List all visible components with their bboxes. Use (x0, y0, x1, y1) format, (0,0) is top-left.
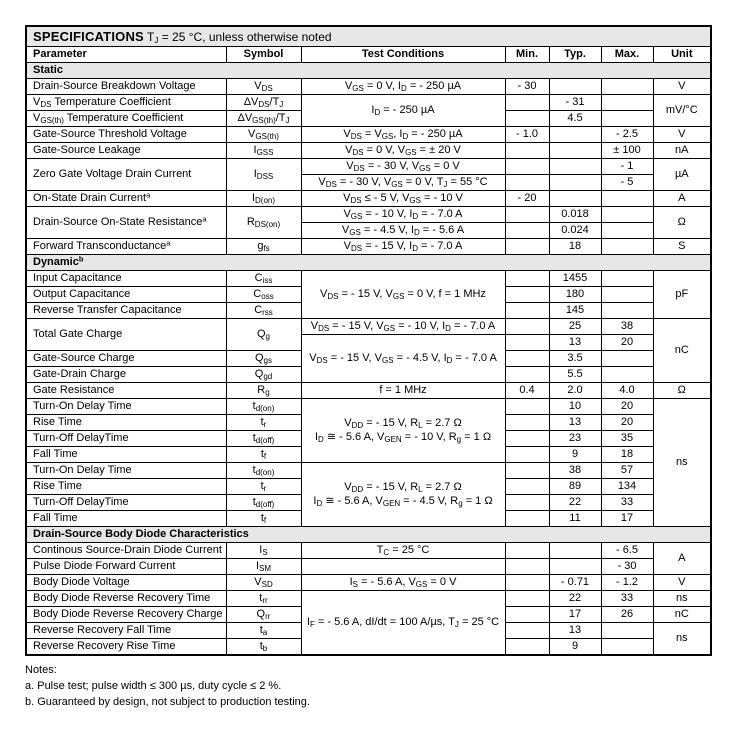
table-title-conditions: $T_J = 25$ °C, unless otherwise noted (147, 29, 332, 45)
specifications-table (25, 25, 712, 656)
column-header-min: Min. (505, 47, 549, 63)
cell-symbol: $C_{oss}$ (226, 287, 301, 303)
column-header-unit: Unit (653, 47, 711, 63)
cell-parameter: Gate Resistance (26, 383, 226, 399)
cell-conditions: $V_{DS}$ = - 15 V, $V_{GS}$ = - 10 V, $I_D$ = - 7.0 A (301, 319, 505, 335)
table-row (26, 239, 711, 255)
cell-symbol: $I_{DSS}$ (226, 159, 301, 191)
cell-typ: - 31 (549, 95, 601, 111)
cell-min (505, 447, 549, 463)
cell-unit: ns (653, 623, 711, 656)
cell-max: - 5 (601, 175, 653, 191)
cell-parameter: Reverse Transfer Capacitance (26, 303, 226, 319)
cell-max: 134 (601, 479, 653, 495)
cell-max (601, 111, 653, 127)
column-header-symbol: Symbol (226, 47, 301, 63)
cell-symbol: $Q_{rr}$ (226, 607, 301, 623)
cell-typ: 11 (549, 511, 601, 527)
cell-conditions: $V_{GS}$ = - 4.5 V, $I_D$ = - 5.6 A (301, 223, 505, 239)
cell-max (601, 223, 653, 239)
table-row (26, 127, 711, 143)
cell-conditions: $V_{DD}$ = - 15 V, $R_L = 2.7$ Ω $I_D$ ≅ - 5.6 A, $V_{GEN}$ = - 10 V, $R_g = 1$ Ω (301, 399, 505, 463)
cell-conditions: $V_{GS}$ = - 10 V, $I_D$ = - 7.0 A (301, 207, 505, 223)
column-header-typ: Typ. (549, 47, 601, 63)
cell-symbol: $C_{rss}$ (226, 303, 301, 319)
cell-conditions: $V_{DS} = V_{GS}$, $I_D$ = - 250 µA (301, 127, 505, 143)
cell-max (601, 367, 653, 383)
cell-symbol: $I_S$ (226, 543, 301, 559)
cell-typ: 89 (549, 479, 601, 495)
cell-min: - 20 (505, 191, 549, 207)
cell-symbol: $t_f$ (226, 447, 301, 463)
cell-max (601, 207, 653, 223)
cell-min (505, 159, 549, 175)
cell-parameter: Forward Transconductance$^a$ (26, 239, 226, 255)
cell-max (601, 303, 653, 319)
cell-min (505, 351, 549, 367)
cell-symbol: $t_{d(off)}$ (226, 495, 301, 511)
cell-min (505, 239, 549, 255)
cell-unit: mV/°C (653, 95, 711, 127)
cell-max: 33 (601, 495, 653, 511)
cell-conditions: $I_F$ = - 5.6 A, dI/dt = 100 A/µs, $T_J = 25$ °C (301, 591, 505, 656)
cell-min (505, 511, 549, 527)
cell-typ (549, 543, 601, 559)
cell-typ (549, 175, 601, 191)
cell-parameter: On-State Drain Current$^a$ (26, 191, 226, 207)
cell-max (601, 79, 653, 95)
cell-max: 18 (601, 447, 653, 463)
cell-conditions: $V_{DS}$ = - 30 V, $V_{GS} = 0$ V (301, 159, 505, 175)
cell-parameter: $V_{GS(th)}$ Temperature Coefficient (26, 111, 226, 127)
cell-parameter: Total Gate Charge (26, 319, 226, 351)
table-title (26, 26, 711, 47)
cell-parameter: Turn-Off DelayTime (26, 495, 226, 511)
table-row (26, 591, 711, 607)
cell-typ: 25 (549, 319, 601, 335)
cell-parameter: Fall Time (26, 511, 226, 527)
notes-heading: Notes: (25, 664, 57, 676)
cell-symbol: $V_{SD}$ (226, 575, 301, 591)
cell-conditions: $I_S$ = - 5.6 A, $V_{GS} = 0$ V (301, 575, 505, 591)
cell-typ: 180 (549, 287, 601, 303)
cell-max: 38 (601, 319, 653, 335)
table-row (26, 575, 711, 591)
cell-typ: 13 (549, 415, 601, 431)
cell-unit: nC (653, 607, 711, 623)
cell-min (505, 303, 549, 319)
cell-typ: 9 (549, 639, 601, 656)
table-row (26, 543, 711, 559)
cell-min (505, 623, 549, 639)
cell-min (505, 495, 549, 511)
table-row (26, 191, 711, 207)
column-header-conditions: Test Conditions (301, 47, 505, 63)
cell-symbol: $t_{d(on)}$ (226, 463, 301, 479)
cell-min: 0.4 (505, 383, 549, 399)
cell-typ: 4.5 (549, 111, 601, 127)
table-row (26, 399, 711, 415)
cell-typ: 0.024 (549, 223, 601, 239)
table-row (26, 559, 711, 575)
cell-typ: 38 (549, 463, 601, 479)
cell-symbol: $Q_g$ (226, 319, 301, 351)
cell-typ (549, 191, 601, 207)
cell-min (505, 415, 549, 431)
cell-typ (549, 143, 601, 159)
cell-symbol: $\Delta V_{DS}/T_J$ (226, 95, 301, 111)
cell-conditions: $V_{GS} = 0$ V, $I_D$ = - 250 µA (301, 79, 505, 95)
cell-typ (549, 159, 601, 175)
cell-symbol: $V_{GS(th)}$ (226, 127, 301, 143)
cell-symbol: $t_{rr}$ (226, 591, 301, 607)
cell-max: 4.0 (601, 383, 653, 399)
cell-max: ± 100 (601, 143, 653, 159)
cell-min (505, 319, 549, 335)
cell-symbol: $t_f$ (226, 511, 301, 527)
cell-typ: 5.5 (549, 367, 601, 383)
cell-max: 33 (601, 591, 653, 607)
cell-conditions: $V_{DS}$ = - 15 V, $V_{GS}$ = - 4.5 V, $I_D$ = - 7.0 A (301, 335, 505, 383)
cell-parameter: Rise Time (26, 415, 226, 431)
cell-min (505, 479, 549, 495)
table-row (26, 271, 711, 287)
cell-typ: 10 (549, 399, 601, 415)
cell-min (505, 223, 549, 239)
cell-conditions: $V_{DS}$ ≤ - 5 V, $V_{GS}$ = - 10 V (301, 191, 505, 207)
cell-parameter: Gate-Drain Charge (26, 367, 226, 383)
cell-max: 26 (601, 607, 653, 623)
cell-max: - 30 (601, 559, 653, 575)
cell-typ: - 0.71 (549, 575, 601, 591)
cell-symbol: $t_{d(on)}$ (226, 399, 301, 415)
table-row (26, 159, 711, 175)
cell-max (601, 95, 653, 111)
cell-min (505, 143, 549, 159)
cell-unit: pF (653, 271, 711, 319)
cell-typ: 9 (549, 447, 601, 463)
cell-conditions: $V_{DS}$ = - 30 V, $V_{GS} = 0$ V, $T_J = 55$ °C (301, 175, 505, 191)
cell-unit: V (653, 79, 711, 95)
cell-parameter: Continous Source-Drain Diode Current (26, 543, 226, 559)
cell-conditions (301, 559, 505, 575)
cell-typ (549, 559, 601, 575)
table-row (26, 463, 711, 479)
cell-min (505, 607, 549, 623)
table-row (26, 143, 711, 159)
cell-min: - 1.0 (505, 127, 549, 143)
table-row (26, 79, 711, 95)
note-item: a. Pulse test; pulse width ≤ 300 µs, duty cycle ≤ 2 %. (25, 680, 282, 692)
section-header: Static (26, 63, 711, 79)
cell-min (505, 575, 549, 591)
cell-typ: 22 (549, 495, 601, 511)
cell-typ (549, 127, 601, 143)
table-title-bold: SPECIFICATIONS (33, 28, 144, 44)
cell-unit: nC (653, 319, 711, 383)
cell-max: 20 (601, 335, 653, 351)
cell-typ: 3.5 (549, 351, 601, 367)
cell-parameter: Turn-Off DelayTime (26, 431, 226, 447)
cell-max: 57 (601, 463, 653, 479)
table-row (26, 383, 711, 399)
cell-parameter: Fall Time (26, 447, 226, 463)
cell-conditions: f = 1 MHz (301, 383, 505, 399)
section-header-row (26, 255, 711, 271)
cell-typ: 1455 (549, 271, 601, 287)
cell-symbol: $\Delta V_{GS(th)}/T_J$ (226, 111, 301, 127)
cell-conditions: $V_{DD}$ = - 15 V, $R_L = 2.7$ Ω $I_D$ ≅ - 5.6 A, $V_{GEN}$ = - 4.5 V, $R_g = 1$ Ω (301, 463, 505, 527)
cell-conditions: $T_C = 25$ °C (301, 543, 505, 559)
cell-max (601, 239, 653, 255)
cell-parameter: Body Diode Reverse Recovery Time (26, 591, 226, 607)
cell-unit: nA (653, 143, 711, 159)
cell-unit: Ω (653, 207, 711, 239)
cell-parameter: Reverse Recovery Rise Time (26, 639, 226, 656)
cell-conditions: $V_{DS}$ = - 15 V, $V_{GS} = 0$ V, f = 1 MHz (301, 271, 505, 319)
cell-parameter: Drain-Source Breakdown Voltage (26, 79, 226, 95)
cell-parameter: $V_{DS}$ Temperature Coefficient (26, 95, 226, 111)
cell-min (505, 335, 549, 351)
notes-list (25, 678, 710, 710)
cell-parameter: Reverse Recovery Fall Time (26, 623, 226, 639)
column-header-max: Max. (601, 47, 653, 63)
cell-parameter: Input Capacitance (26, 271, 226, 287)
cell-unit: S (653, 239, 711, 255)
cell-parameter: Gate-Source Charge (26, 351, 226, 367)
cell-parameter: Turn-On Delay Time (26, 399, 226, 415)
cell-typ: 23 (549, 431, 601, 447)
cell-unit: V (653, 575, 711, 591)
cell-unit: A (653, 191, 711, 207)
cell-typ (549, 79, 601, 95)
cell-min (505, 463, 549, 479)
cell-symbol: $t_r$ (226, 415, 301, 431)
cell-parameter: Pulse Diode Forward Current (26, 559, 226, 575)
table-title-row (26, 26, 711, 47)
cell-typ: 13 (549, 335, 601, 351)
cell-conditions: $I_D$ = - 250 µA (301, 95, 505, 127)
cell-symbol: $Q_{gd}$ (226, 367, 301, 383)
cell-unit: ns (653, 591, 711, 607)
cell-symbol: $t_a$ (226, 623, 301, 639)
cell-max: 20 (601, 399, 653, 415)
cell-symbol: $C_{iss}$ (226, 271, 301, 287)
cell-typ: 0.018 (549, 207, 601, 223)
cell-parameter: Body Diode Reverse Recovery Charge (26, 607, 226, 623)
section-header-row (26, 63, 711, 79)
cell-min (505, 95, 549, 111)
table-row (26, 95, 711, 111)
cell-min (505, 207, 549, 223)
cell-unit: V (653, 127, 711, 143)
notes (25, 662, 710, 710)
cell-max (601, 287, 653, 303)
cell-max: 20 (601, 415, 653, 431)
cell-typ: 22 (549, 591, 601, 607)
cell-min (505, 431, 549, 447)
cell-min (505, 559, 549, 575)
cell-unit: ns (653, 399, 711, 527)
cell-symbol: $I_{D(on)}$ (226, 191, 301, 207)
cell-symbol: $I_{GSS}$ (226, 143, 301, 159)
cell-unit: A (653, 543, 711, 575)
cell-conditions: $V_{DS} = 0$ V, $V_{GS}$ = ± 20 V (301, 143, 505, 159)
cell-max: - 1 (601, 159, 653, 175)
cell-min (505, 111, 549, 127)
column-header-parameter: Parameter (26, 47, 226, 63)
cell-max (601, 623, 653, 639)
cell-min (505, 543, 549, 559)
cell-min: - 30 (505, 79, 549, 95)
cell-typ: 18 (549, 239, 601, 255)
cell-max: 17 (601, 511, 653, 527)
column-header-row (26, 47, 711, 63)
section-header-row (26, 527, 711, 543)
cell-max (601, 639, 653, 656)
cell-typ: 17 (549, 607, 601, 623)
section-header: Drain-Source Body Diode Characteristics (26, 527, 711, 543)
cell-parameter: Drain-Source On-State Resistance$^a$ (26, 207, 226, 239)
cell-symbol: $R_g$ (226, 383, 301, 399)
cell-unit: µA (653, 159, 711, 191)
cell-parameter: Gate-Source Threshold Voltage (26, 127, 226, 143)
cell-max (601, 271, 653, 287)
cell-min (505, 271, 549, 287)
cell-symbol: $I_{SM}$ (226, 559, 301, 575)
table-row (26, 207, 711, 223)
cell-conditions: $V_{DS}$ = - 15 V, $I_D$ = - 7.0 A (301, 239, 505, 255)
cell-symbol: $R_{DS(on)}$ (226, 207, 301, 239)
cell-typ: 2.0 (549, 383, 601, 399)
cell-parameter: Zero Gate Voltage Drain Current (26, 159, 226, 191)
cell-symbol: $t_{d(off)}$ (226, 431, 301, 447)
cell-unit: Ω (653, 383, 711, 399)
section-header: Dynamic$^b$ (26, 255, 711, 271)
table-row (26, 319, 711, 335)
cell-max (601, 191, 653, 207)
cell-parameter: Gate-Source Leakage (26, 143, 226, 159)
cell-min (505, 175, 549, 191)
cell-symbol: $g_{fs}$ (226, 239, 301, 255)
cell-min (505, 287, 549, 303)
note-item: b. Guaranteed by design, not subject to production testing. (25, 696, 310, 708)
cell-parameter: Output Capacitance (26, 287, 226, 303)
cell-max (601, 351, 653, 367)
cell-min (505, 591, 549, 607)
cell-parameter: Body Diode Voltage (26, 575, 226, 591)
cell-min (505, 639, 549, 656)
cell-typ: 145 (549, 303, 601, 319)
cell-parameter: Rise Time (26, 479, 226, 495)
cell-parameter: Turn-On Delay Time (26, 463, 226, 479)
cell-max: - 1.2 (601, 575, 653, 591)
cell-symbol: $t_b$ (226, 639, 301, 656)
cell-min (505, 399, 549, 415)
cell-max: 35 (601, 431, 653, 447)
cell-symbol: $Q_{gs}$ (226, 351, 301, 367)
cell-max: - 2.5 (601, 127, 653, 143)
cell-typ: 13 (549, 623, 601, 639)
cell-symbol: $V_{DS}$ (226, 79, 301, 95)
cell-min (505, 367, 549, 383)
cell-max: - 6.5 (601, 543, 653, 559)
cell-symbol: $t_r$ (226, 479, 301, 495)
